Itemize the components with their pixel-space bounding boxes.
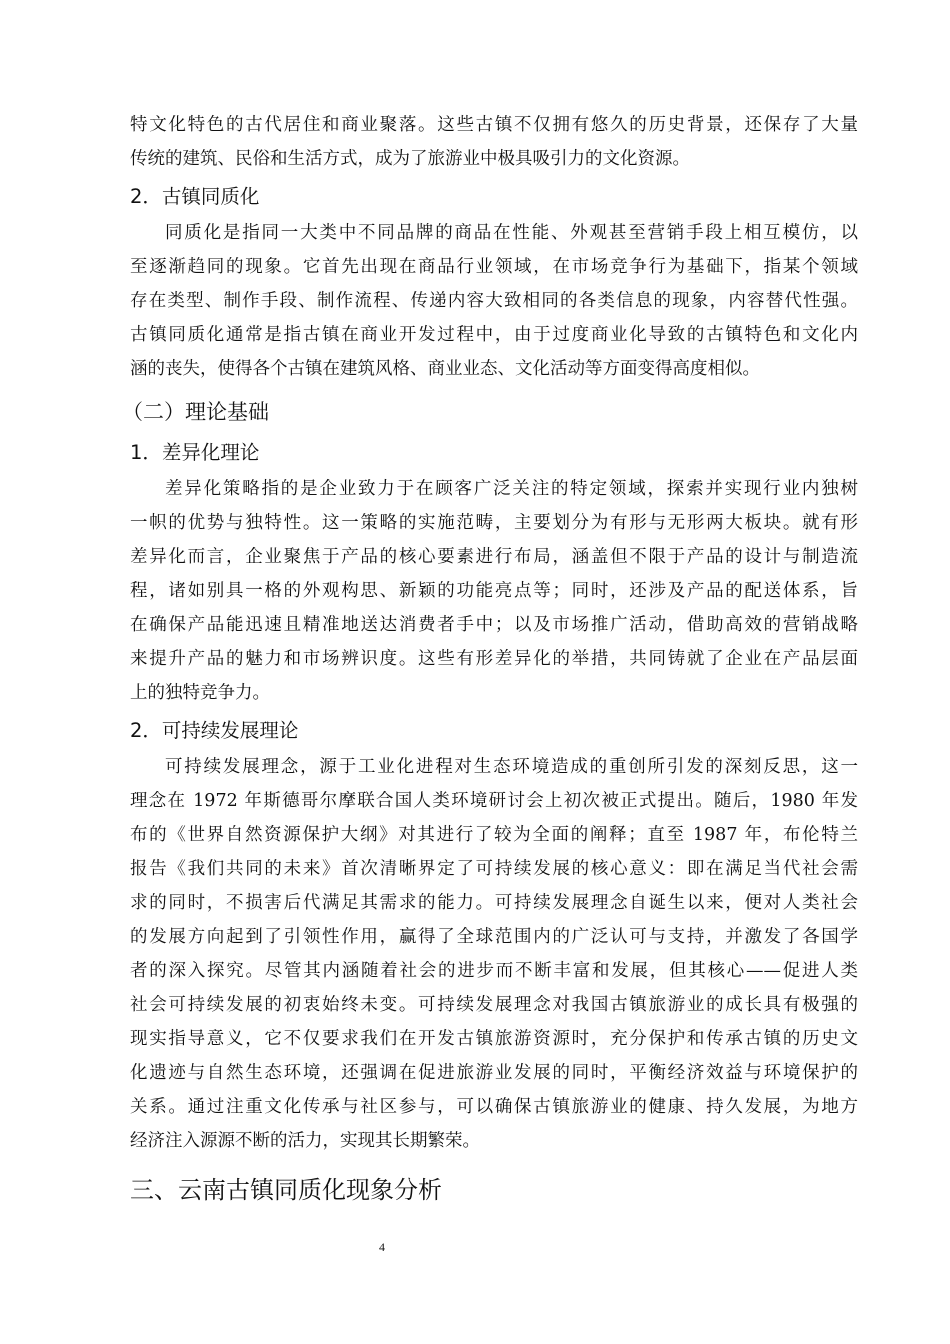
paragraph-line: 差异化而言，企业聚焦于产品的核心要素进行布局，涵盖但不限于产品的设计与制造流 <box>130 547 858 567</box>
paragraph-line: 现实指导意义，它不仅要求我们在开发古镇旅游资源时，充分保护和传承古镇的历史文 <box>130 1029 858 1049</box>
paragraph-line: 的发展方向起到了引领性作用，赢得了全球范围内的广泛认可与支持，并激发了各国学 <box>130 927 858 947</box>
paragraph-line: 关系。通过注重文化传承与社区参与，可以确保古镇旅游业的健康、持久发展，为地方 <box>130 1097 858 1117</box>
paragraph-line: 布的《世界自然资源保护大纲》对其进行了较为全面的阐释；直至 1987 年，布伦特兰 <box>130 825 858 845</box>
paragraph-line: 差异化策略指的是企业致力于在顾客广泛关注的特定领域，探索并实现行业内独树 <box>165 479 858 499</box>
paragraph-line: 存在类型、制作手段、制作流程、传递内容大致相同的各类信息的现象，内容替代性强。 <box>130 291 858 311</box>
paragraph-line: 涵的丧失，使得各个古镇在建筑风格、商业业态、文化活动等方面变得高度相似。 <box>130 359 760 379</box>
paragraph-line: 程，诸如别具一格的外观构思、新颖的功能亮点等；同时，还涉及产品的配送体系，旨 <box>130 581 858 601</box>
paragraph-line: 上的独特竞争力。 <box>130 683 270 703</box>
paragraph-line: 特文化特色的古代居住和商业聚落。这些古镇不仅拥有悠久的历史背景，还保存了大量 <box>130 115 858 135</box>
paragraph-line: 求的同时，不损害后代满足其需求的能力。可持续发展理念自诞生以来，便对人类社会 <box>130 893 858 913</box>
paragraph-line: 至逐渐趋同的现象。它首先出现在商品行业领域，在市场竞争行为基础下，指某个领域 <box>130 257 858 277</box>
paragraph-intro <box>130 108 858 176</box>
section-heading-differentiation: 1．差异化理论 <box>130 441 260 464</box>
paragraph-line: 古镇同质化通常是指古镇在商业开发过程中，由于过度商业化导致的古镇特色和文化内 <box>130 325 858 345</box>
paragraph-line: 理念在 1972 年斯德哥尔摩联合国人类环境研讨会上初次被正式提出。随后，1980 年发 <box>130 791 858 811</box>
paragraph-line: 同质化是指同一大类中不同品牌的商品在性能、外观甚至营销手段上相互模仿，以 <box>165 223 858 243</box>
paragraph-line: 一帜的优势与独特性。这一策略的实施范畴，主要划分为有形与无形两大板块。就有形 <box>130 513 858 533</box>
paragraph-sustainable <box>130 750 858 1158</box>
paragraph-line: 可持续发展理念，源于工业化进程对生态环境造成的重创所引发的深刻反思，这一 <box>165 757 858 777</box>
paragraph-line: 社会可持续发展的初衷始终未变。可持续发展理念对我国古镇旅游业的成长具有极强的 <box>130 995 858 1015</box>
paragraph-line: 来提升产品的魅力和市场辨识度。这些有形差异化的举措，共同铸就了企业在产品层面 <box>130 649 858 669</box>
page-number: 4 <box>379 1240 385 1254</box>
paragraph-homogenization <box>130 216 858 386</box>
paragraph-line: 传统的建筑、民俗和生活方式，成为了旅游业中极具吸引力的文化资源。 <box>130 149 690 169</box>
paragraph-line: 者的深入探究。尽管其内涵随着社会的进步而不断丰富和发展，但其核心——促进人类 <box>130 961 858 981</box>
paragraph-line: 报告《我们共同的未来》首次清晰界定了可持续发展的核心意义：即在满足当代社会需 <box>130 859 858 879</box>
section-heading-sustainable: 2．可持续发展理论 <box>130 719 299 742</box>
chapter-heading: 三、云南古镇同质化现象分析 <box>130 1176 442 1204</box>
section-heading-theory: （二）理论基础 <box>122 400 269 424</box>
paragraph-line: 在确保产品能迅速且精准地送达消费者手中；以及市场推广活动，借助高效的营销战略 <box>130 615 858 635</box>
document-page <box>122 108 858 1210</box>
paragraph-line: 化遗迹与自然生态环境，还强调在促进旅游业发展的同时，平衡经济效益与环境保护的 <box>130 1063 858 1083</box>
section-heading-homogenization: 2．古镇同质化 <box>130 185 260 208</box>
paragraph-line: 经济注入源源不断的活力，实现其长期繁荣。 <box>130 1131 480 1151</box>
paragraph-differentiation <box>130 472 858 710</box>
